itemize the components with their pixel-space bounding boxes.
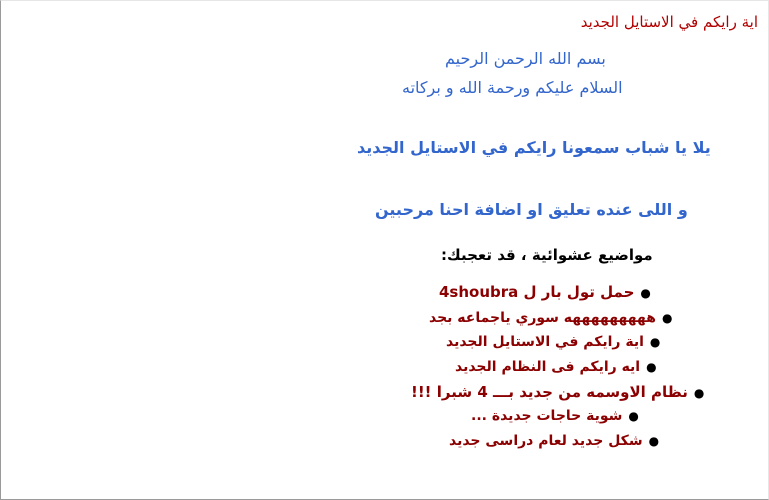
- post-line-greeting: السلام عليكم ورحمة الله و بركاته: [402, 78, 623, 97]
- list-item: [429, 310, 672, 326]
- bullet-icon: ●: [640, 286, 651, 300]
- related-topics-heading: مواضيع عشوائية ، قد تعجبك:: [441, 246, 653, 264]
- list-item: [411, 383, 704, 401]
- related-topic-link[interactable]: نظام الاوسمه من جديد بـــ 4 شبرا !!!: [411, 383, 688, 401]
- list-item: [449, 433, 659, 449]
- list-item: [471, 408, 639, 424]
- list-item: [439, 283, 651, 301]
- post-line-basmala: بسم الله الرحمن الرحيم: [445, 49, 606, 68]
- bullet-icon: ●: [649, 335, 661, 349]
- bullet-icon: ●: [628, 409, 639, 423]
- related-topic-link[interactable]: شوية حاجات جديدة ...: [471, 408, 623, 424]
- bullet-icon: ●: [693, 386, 705, 400]
- related-topic-link[interactable]: هههههههههه سوري ياجماعه بجد: [429, 310, 656, 326]
- related-topic-link[interactable]: ايه رايكم فى النظام الجديد: [455, 359, 641, 375]
- bullet-icon: ●: [648, 434, 660, 448]
- thread-title: اية رايكم في الاستايل الجديد: [580, 13, 758, 31]
- post-line-question: يلا يا شباب سمعونا رايكم في الاستايل الجديد: [357, 138, 711, 157]
- related-topic-link[interactable]: حمل تول بار ل 4shoubra: [439, 283, 635, 301]
- bullet-icon: ●: [646, 360, 657, 374]
- related-topic-link[interactable]: شكل جديد لعام دراسى جديد: [449, 433, 643, 449]
- list-item: [446, 334, 660, 350]
- list-item: [455, 359, 657, 375]
- bullet-icon: ●: [661, 311, 673, 325]
- related-topic-link[interactable]: اية رايكم في الاستايل الجديد: [446, 334, 644, 350]
- post-line-welcome: و اللى عنده تعليق او اضافة احنا مرحبين: [375, 200, 688, 219]
